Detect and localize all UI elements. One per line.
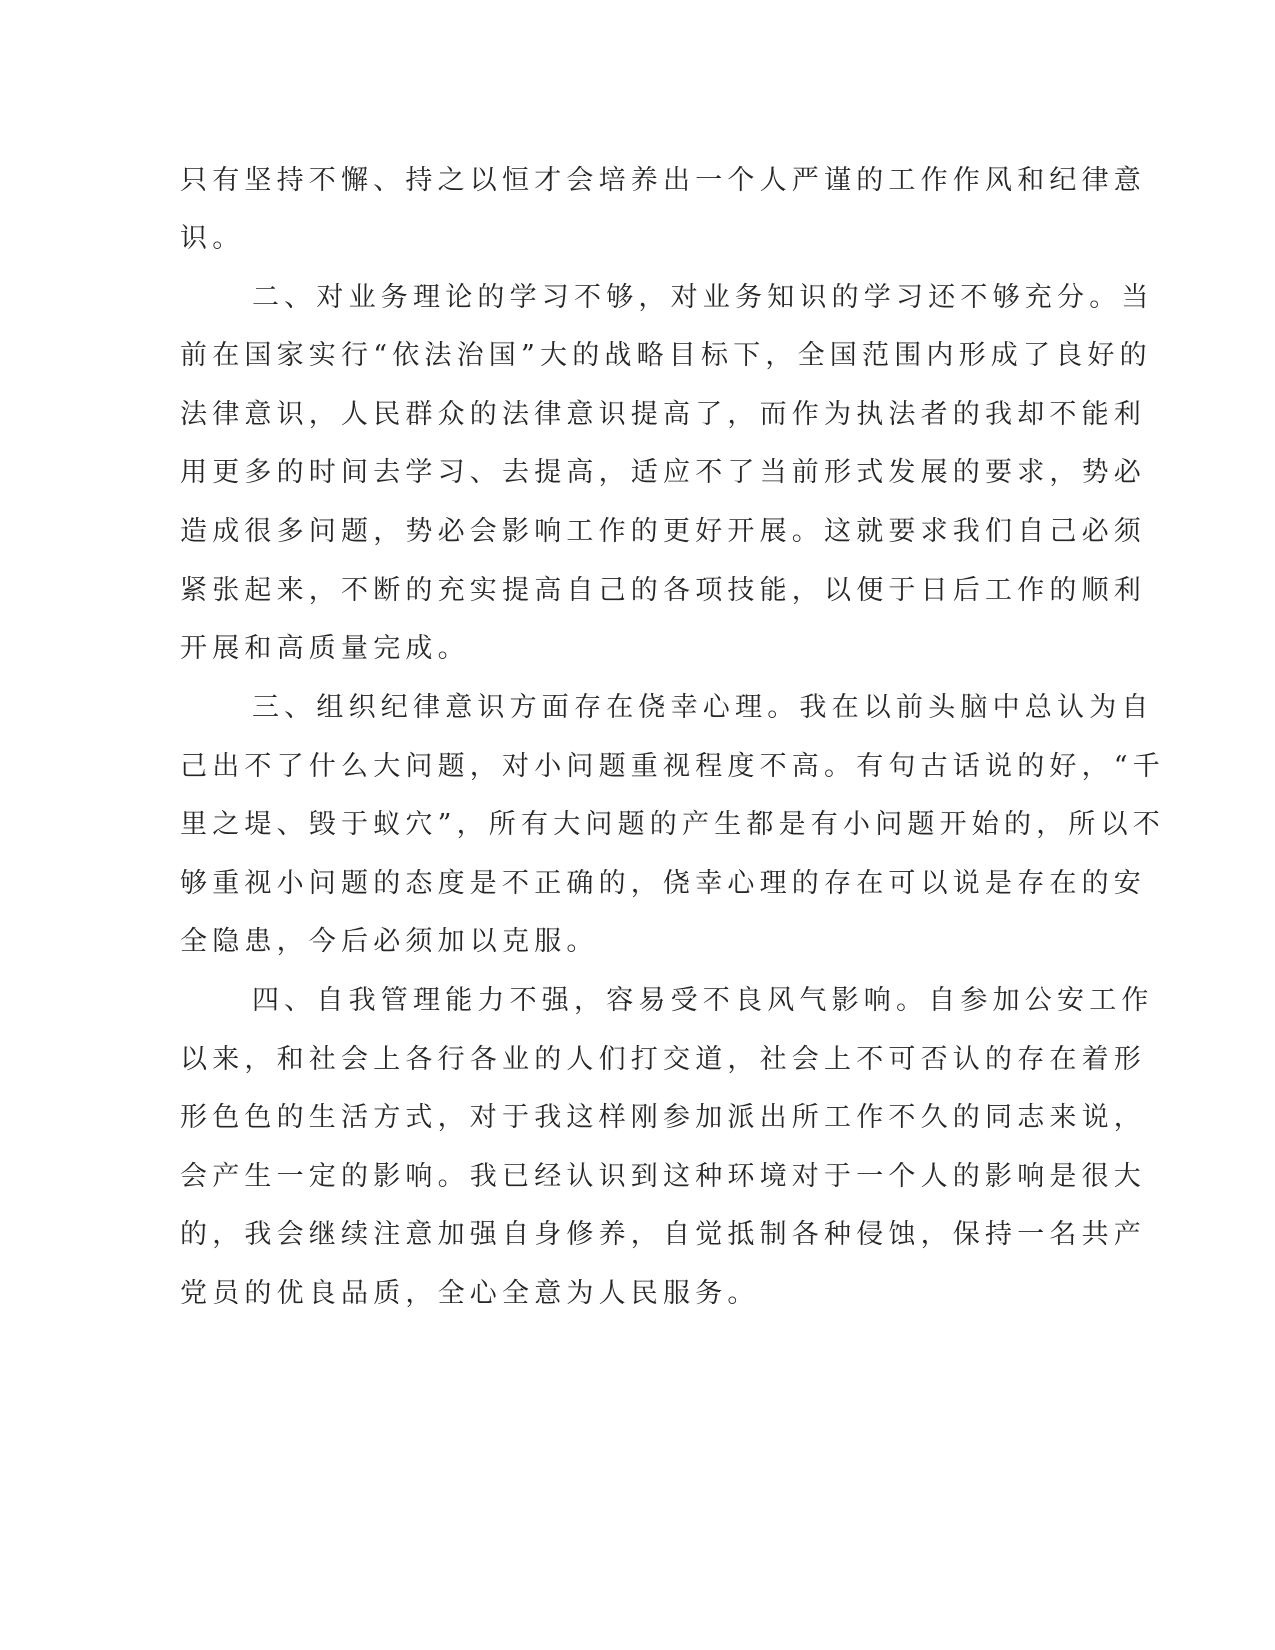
text-line: 全隐患，今后必须加以克服。 <box>180 926 599 957</box>
text-line: 开展和高质量完成。 <box>180 633 470 664</box>
text-line: 用更多的时间去学习、去提高，适应不了当前形式发展的要求，势必 <box>180 457 1146 488</box>
text-line: 会产生一定的影响。我已经认识到这种环境对于一个人的影响是很大 <box>180 1161 1146 1192</box>
text-line: 己出不了什么大问题，对小问题重视程度不高。有句古话说的好，“千 <box>180 751 1166 782</box>
paragraph-4-first-line: 四、自我管理能力不强，容易受不良风气影响。自参加公安工作 <box>252 985 1154 1016</box>
text-line: 法律意识，人民群众的法律意识提高了，而作为执法者的我却不能利 <box>180 399 1146 430</box>
text-line: 够重视小问题的态度是不正确的，侥幸心理的存在可以说是存在的安 <box>180 868 1146 899</box>
text-line: 的，我会继续注意加强自身修养，自觉抵制各种侵蚀，保持一名共产 <box>180 1219 1146 1250</box>
text-line: 紧张起来，不断的充实提高自己的各项技能，以便于日后工作的顺利 <box>180 575 1146 606</box>
text-line: 识。 <box>180 223 245 254</box>
paragraph-2-first-line: 二、对业务理论的学习不够，对业务知识的学习还不够充分。当 <box>252 282 1154 313</box>
text-line: 以来，和社会上各行各业的人们打交道，社会上不可否认的存在着形 <box>180 1044 1146 1075</box>
text-line: 党员的优良品质，全心全意为人民服务。 <box>180 1278 760 1309</box>
text-line: 里之堤、毁于蚁穴”，所有大问题的产生都是有小问题开始的，所以不 <box>180 809 1166 840</box>
paragraph-3-first-line: 三、组织纪律意识方面存在侥幸心理。我在以前头脑中总认为自 <box>252 692 1154 723</box>
text-line: 造成很多问题，势必会影响工作的更好开展。这就要求我们自己必须 <box>180 516 1146 547</box>
text-line: 只有坚持不懈、持之以恒才会培养出一个人严谨的工作作风和纪律意 <box>180 165 1146 196</box>
text-line: 形色色的生活方式，对于我这样刚参加派出所工作不久的同志来说， <box>180 1102 1146 1133</box>
text-line: 前在国家实行“依法治国”大的战略目标下，全国范围内形成了良好的 <box>180 340 1152 371</box>
